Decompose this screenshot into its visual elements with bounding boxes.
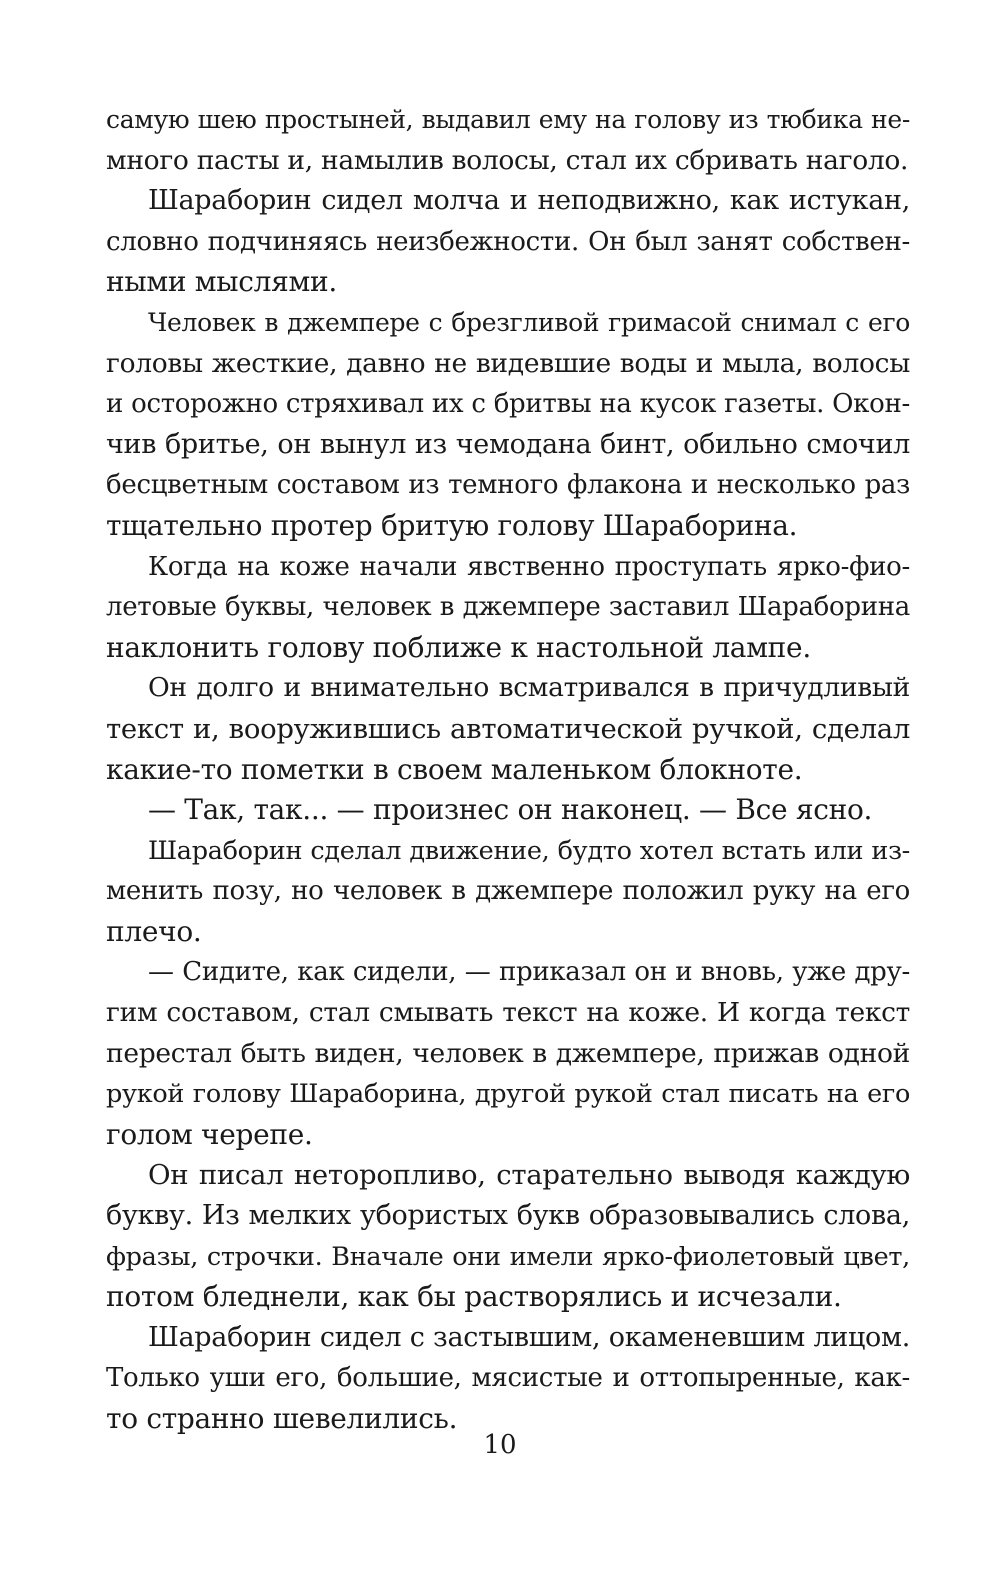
text-line: Шараборин сидел с застывшим, окаменевшим лицом. [148, 1321, 910, 1353]
text-line: перестал быть виден, человек в джемпере, прижав одной [106, 1037, 910, 1069]
text-line: какие-то пометки в своем маленьком блокноте. [106, 752, 803, 786]
text-line: чив бритье, он вынул из чемодана бинт, обильно смочил [106, 428, 910, 460]
text-line: букву. Из мелких убористых букв образовывались слова, [106, 1200, 910, 1232]
text-line: текст и, вооружившись автоматической ручкой, сделал [106, 712, 910, 745]
text-line: плечо. [106, 914, 202, 948]
page-number: 10 [483, 1430, 517, 1460]
text-line: Шараборин сидел молча и неподвижно, как истукан, [148, 185, 910, 217]
text-line: наклонить голову поближе к настольной лампе. [106, 630, 811, 664]
text-line: много пасты и, намылив волосы, стал их сбривать наголо. [106, 144, 909, 176]
text-line: — Сидите, как сидели, — приказал он и вновь, уже дру- [148, 957, 910, 988]
text-line: словно подчиняясь неизбежности. Он был занят собствен- [106, 226, 910, 257]
text-line: то странно шевелились. [106, 1402, 458, 1435]
text-line: — Так, так... — произнес он наконец. — Все ясно. [148, 793, 873, 827]
text-line: Когда на коже начали явственно проступать ярко-фио- [148, 551, 910, 582]
text-line: тщательно протер бритую голову Шараборина. [106, 508, 798, 542]
text-line: Он долго и внимательно всматривался в причудливый [148, 672, 910, 704]
text-line: рукой голову Шараборина, другой рукой стал писать на его [106, 1079, 910, 1110]
text-line: и осторожно стряхивал их с бритвы на кусок газеты. Окон- [106, 389, 910, 420]
text-line: ными мыслями. [106, 265, 337, 299]
page-body-text [106, 100, 910, 1440]
text-line: Он писал неторопливо, старательно выводя каждую [148, 1159, 910, 1192]
text-line: Шараборин сделал движение, будто хотел встать или из- [148, 835, 910, 866]
text-line: фразы, строчки. Вначале они имели ярко-фиолетовый цвет, [106, 1241, 910, 1272]
text-line: голом черепе. [106, 1117, 313, 1151]
text-line: Только уши его, большие, мясистые и оттопыренные, как- [106, 1363, 910, 1394]
text-line: менить позу, но человек в джемпере положил руку на его [106, 876, 910, 907]
text-line: самую шею простыней, выдавил ему на голову из тюбика не- [106, 105, 910, 134]
text-line: головы жесткие, давно не видевшие воды и мыла, волосы [106, 347, 910, 379]
text-line: гим составом, стал смывать текст на коже. И когда текст [106, 997, 910, 1029]
text-line: потом бледнели, как бы растворялись и исчезали. [106, 1280, 842, 1314]
text-line: летовые буквы, человек в джемпере заставил Шараборина [106, 592, 910, 623]
text-line: Человек в джемпере с брезгливой гримасой снимал с его [148, 307, 910, 337]
text-line: бесцветным составом из темного флакона и несколько раз [106, 470, 910, 501]
